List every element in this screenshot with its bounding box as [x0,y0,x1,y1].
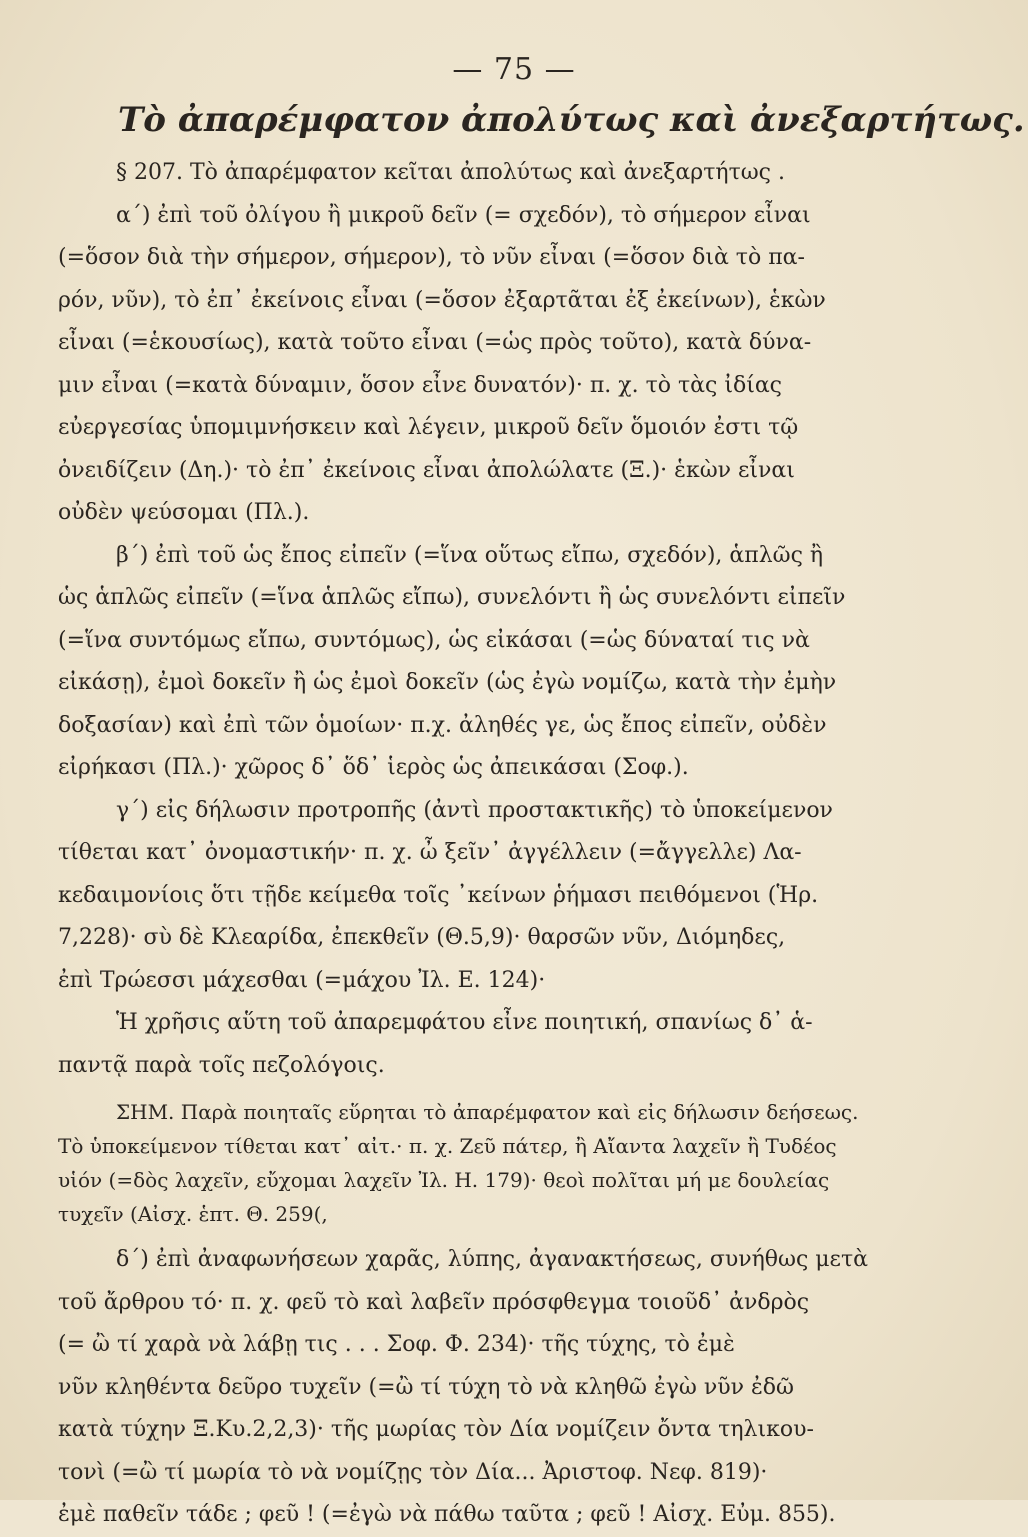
text-line: ὀνειδίζειν (Δη.)· τὸ ἐπ᾽ ἐκείνοις εἶναι ἀπολώλατε (Ξ.)· ἑκὼν εἶναι [58,457,795,483]
text-line: μιν εἶναι (=κατὰ δύναμιν, ὅσον εἶνε δυνατόν)· π. χ. τὸ τὰς ἰδίας [58,372,783,398]
text-line: (=ὅσον διὰ τὴν σήμερον, σήμερον), τὸ νῦν εἶναι (=ὅσον διὰ τὸ πα- [58,245,805,270]
text-line: Ἡ χρῆσις αὕτη τοῦ ἀπαρεμφάτου εἶνε ποιητική, σπανίως δ᾽ ἁ- [116,1010,813,1035]
spacer [58,1087,958,1095]
text-line: κεδαιμονίοις ὅτι τῇδε κείμεθα τοῖς ᾽κείνων ῥήμασι πειθόμενοι (Ἡρ. [58,882,819,908]
text-line: εἶναι (=ἑκουσίως), κατὰ τοῦτο εἶναι (=ὡς πρὸς τοῦτο), κατὰ δύνα- [58,330,812,355]
text-line: β΄) ἐπὶ τοῦ ὡς ἔπος εἰπεῖν (=ἵνα οὕτως εἴπω, σχεδόν), ἁπλῶς ἢ [116,542,824,568]
text-line: τονὶ (=ὢ τί μωρία τὸ νὰ νομίζῃς τὸν Δία... Ἀριστοφ. Νεφ. 819)· [58,1459,768,1485]
text-line: τίθεται κατ᾽ ὀνομαστικήν· π. χ. ὦ ξεῖν᾽ ἀγγέλλειν (=ἄγγελλε) Λα- [58,840,802,865]
main-text [58,152,958,1537]
text-line: οὐδὲν ψεύσομαι (Πλ.). [58,500,310,525]
note-line: Τὸ ὑποκείμενον τίθεται κατ᾽ αἰτ.· π. χ. Ζεῦ πάτερ, ἢ Αἴαντα λαχεῖν ἢ Τυδέος [58,1134,837,1158]
text-line: εἰκάσῃ), ἐμοὶ δοκεῖν ἢ ὡς ἐμοὶ δοκεῖν (ὡς ἐγὼ νομίζω, κατὰ τὴν ἐμὴν [58,670,837,695]
note-line: υἱόν (=δὸς λαχεῖν, εὔχομαι λαχεῖν Ἰλ. Η. 179)· θεοὶ πολῖται μή με δουλείας [58,1168,830,1192]
text-line: (= ὢ τί χαρὰ νὰ λάβῃ τις . . . Σοφ. Φ. 234)· τῆς τύχης, τὸ ἐμὲ [58,1332,735,1357]
text-line: γ΄) εἰς δήλωσιν προτροπῆς (ἀντὶ προστακτικῆς) τὸ ὑποκείμενον [116,797,833,823]
text-line: εὐεργεσίας ὑπομιμνήσκειν καὶ λέγειν, μικροῦ δεῖν ὅμοιόν ἐστι τῷ [58,415,799,440]
spacer [58,1231,958,1239]
text-line: (=ἵνα συντόμως εἴπω, συντόμως), ὡς εἰκάσαι (=ὡς δύναταί τις νὰ [58,627,810,653]
text-line: νῦν κληθέντα δεῦρο τυχεῖν (=ὢ τί τύχη τὸ νὰ κληθῶ ἐγὼ νῦν ἐδῶ [58,1374,794,1400]
note-line: ΣΗΜ. Παρὰ ποιηταῖς εὕρηται τὸ ἀπαρέμφατον καὶ εἰς δήλωσιν δεήσεως. [116,1100,859,1124]
text-line: § 207. Τὸ ἀπαρέμφατον κεῖται ἀπολύτως καὶ ἀνεξαρτήτως . [116,160,785,185]
text-line: παντᾷ παρὰ τοῖς πεζολόγοις. [58,1052,385,1078]
text-line: α΄) ἐπὶ τοῦ ὀλίγου ἢ μικροῦ δεῖν (= σχεδόν), τὸ σήμερον εἶναι [116,202,811,228]
text-line: εἰρήκασι (Πλ.)· χῶρος δ᾽ ὅδ᾽ ἱερὸς ὡς ἀπεικάσαι (Σοφ.). [58,755,689,780]
text-line: ἐπὶ Τρώεσσι μάχεσθαι (=μάχου Ἰλ. Ε. 124)· [58,967,546,993]
text-line: ἐμὲ παθεῖν τάδε ; φεῦ ! (=ἐγὼ νὰ πάθω ταῦτα ; φεῦ ! Αἰσχ. Εὐμ. 855). [58,1502,836,1527]
text-line: κατὰ τύχην Ξ.Κυ.2,2,3)· τῆς μωρίας τὸν Δία νομίζειν ὄντα τηλικου- [58,1417,814,1442]
text-line: ρόν, νῦν), τὸ ἐπ᾽ ἐκείνοις εἶναι (=ὅσον ἐξαρτᾶται ἐξ ἐκείνων), ἑκὼν [58,287,826,313]
text-line: 7,228)· σὺ δὲ Κλεαρίδα, ἐπεκθεῖν (Θ.5,9)· θαρσῶν νῦν, Διόμηδες, [58,925,786,950]
text-line: δ΄) ἐπὶ ἀναφωνήσεων χαρᾶς, λύπης, ἀγανακτήσεως, συνήθως μετὰ [116,1247,868,1272]
text-line: δοξασίαν) καὶ ἐπὶ τῶν ὁμοίων· π.χ. ἀληθές γε, ὡς ἔπος εἰπεῖν, οὐδὲν [58,712,827,738]
section-title: Τὸ ἀπαρέμφατον ἀπολύτως καὶ ἀνεξαρτήτως. [118,100,1025,140]
note-line: τυχεῖν (Αἰσχ. ἑπτ. Θ. 259(, [58,1202,328,1226]
text-line: τοῦ ἄρθρου τό· π. χ. φεῦ τὸ καὶ λαβεῖν πρόσφθεγμα τοιοῦδ᾽ ἀνδρὸς [58,1289,810,1315]
page-number: — 75 — [452,52,576,87]
text-line: ὡς ἁπλῶς εἰπεῖν (=ἵνα ἁπλῶς εἴπω), συνελόντι ἢ ὡς συνελόντι εἰπεῖν [58,585,846,610]
